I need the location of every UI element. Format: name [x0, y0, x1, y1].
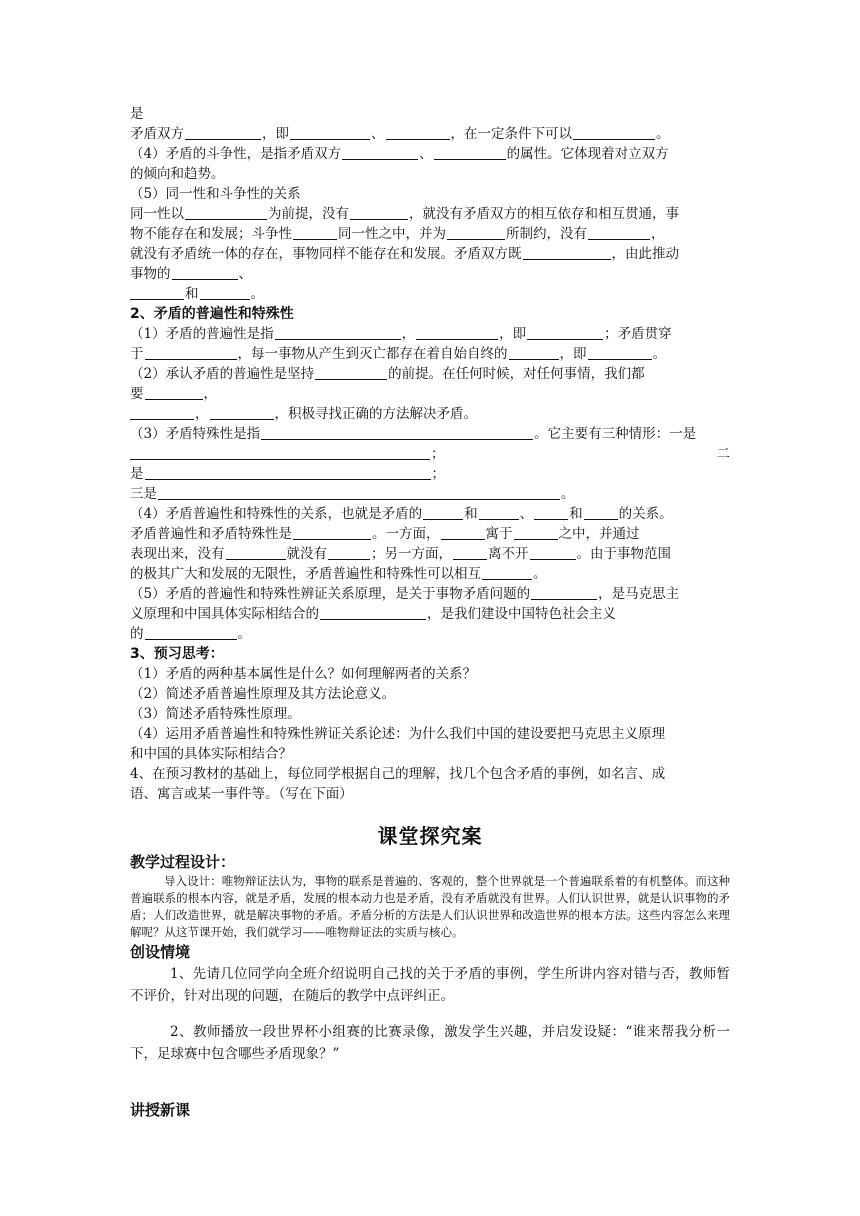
text-line: （5）矛盾的普遍性和特殊性辨证关系原理，是关于事物矛盾问题的 ，是马克思主	[130, 586, 680, 602]
blank[interactable]	[290, 125, 370, 140]
blank[interactable]	[441, 525, 485, 540]
text-line: ， ，积极寻找正确的方法解决矛盾。	[130, 404, 730, 424]
blank[interactable]	[145, 625, 237, 640]
blank[interactable]	[434, 145, 506, 160]
blank[interactable]	[534, 505, 568, 520]
text-line: （1）矛盾的普遍性是指 ， ，即 ；矛盾贯穿	[130, 326, 672, 342]
blank[interactable]	[588, 345, 652, 360]
blank[interactable]	[416, 325, 498, 340]
text-line: （5）同一性和斗争性的关系	[130, 186, 301, 202]
blank[interactable]	[447, 225, 505, 240]
teach-heading: 讲授新课	[130, 1101, 191, 1119]
text-line: ； 二	[130, 444, 730, 464]
blank[interactable]	[482, 565, 532, 580]
blank[interactable]	[145, 385, 203, 400]
scene-paragraph-2: 2、教师播放一段世界杯小组赛的比赛录像，激发学生兴趣，并启发设疑：“谁来帮我分析一下，足球赛中包含哪些矛盾现象？”	[130, 1024, 730, 1062]
blank[interactable]	[423, 505, 463, 520]
section-heading: 3、预习思考：	[130, 646, 224, 662]
text-line: （2）承认矛盾的普遍性是坚持 的前提。在任何时候，对任何事情，我们都	[130, 366, 645, 382]
document-page	[130, 104, 730, 1121]
question-item: 4、在预习教材的基础上，每位同学根据自己的理解，找几个包含矛盾的事例，如名言、成	[130, 766, 666, 782]
text-line: 于 ，每一事物从产生到灭亡都存在着自始自终的 ，即 。	[130, 346, 666, 362]
blank[interactable]	[293, 525, 371, 540]
blank[interactable]	[130, 405, 194, 420]
blank[interactable]	[523, 245, 611, 260]
blank[interactable]	[172, 265, 238, 280]
text-line: 三是 。	[130, 486, 575, 502]
question-item: 语、寓言或某一事件等。（写在下面）	[130, 786, 353, 802]
blank[interactable]	[130, 285, 184, 300]
text-line: 的 。	[130, 626, 251, 642]
blank[interactable]	[261, 425, 533, 440]
blank[interactable]	[145, 345, 237, 360]
blank[interactable]	[226, 545, 286, 560]
blank[interactable]	[315, 365, 387, 380]
blank[interactable]	[293, 225, 337, 240]
section-heading: 2、矛盾的普遍性和特殊性	[130, 306, 294, 322]
question-item: （1）矛盾的两种基本属性是什么？如何理解两者的关系？	[130, 666, 477, 682]
blank[interactable]	[479, 505, 519, 520]
text-line: 同一性以 为前提，没有 ，就没有矛盾双方的相互依存和相互贯通，事	[130, 206, 679, 222]
design-heading: 教学过程设计：	[130, 853, 236, 871]
blank[interactable]	[185, 125, 261, 140]
blank[interactable]	[350, 205, 408, 220]
blank[interactable]	[386, 125, 450, 140]
text-line: 物不能存在和发展；斗争性 同一性之中，并为 所制约，没有 ，	[130, 226, 665, 242]
blank[interactable]	[531, 585, 597, 600]
blank[interactable]	[453, 545, 487, 560]
text-line: 表现出来，没有 就没有 ；另一方面， 离不开 。由于事物范围	[130, 546, 671, 562]
text-line: 的倾向和趋势。	[130, 166, 225, 182]
blank[interactable]	[588, 225, 650, 240]
text-line: 是 ；	[130, 466, 445, 482]
blank[interactable]	[275, 325, 401, 340]
text-line: （3）矛盾特殊性是指 。它主要有三种情形：一是	[130, 426, 697, 442]
blank[interactable]	[573, 125, 655, 140]
text-line: 事物的 、	[130, 266, 252, 282]
scene-paragraph-1: 1、先请几位同学向全班介绍说明自己找的关于矛盾的事例，学生所讲内容对错与否，教师暂不评价，针对出现的问题，在随后的教学中点评纠正。	[130, 966, 730, 1004]
blank[interactable]	[584, 505, 618, 520]
blank[interactable]	[509, 345, 559, 360]
question-item: （4）运用矛盾普遍性和特殊性辨证关系论述：为什么我们中国的建设要把马克思主义原理	[130, 726, 666, 742]
text-line: 要 ，	[130, 386, 217, 402]
blank[interactable]	[342, 145, 418, 160]
blank[interactable]	[210, 405, 274, 420]
text-line: 义原理和中国具体实际相结合的 ，是我们建设中国特色社会主义	[130, 606, 616, 622]
blank[interactable]	[145, 465, 431, 480]
scene-heading: 创设情境	[130, 943, 191, 961]
text-line: 的极其广大和发展的无限性，矛盾普遍性和特殊性可以相互 。	[130, 566, 547, 582]
text-line: 就没有矛盾统一体的存在，事物同样不能存在和发展。矛盾双方既 ，由此推动	[130, 246, 679, 262]
page-title: 课堂探究案	[377, 824, 483, 848]
question-item: （2）简述矛盾普遍性原理及其方法论意义。	[130, 686, 396, 702]
blank[interactable]	[320, 605, 426, 620]
text-line: 是	[130, 106, 144, 122]
question-item: （3）简述矛盾特殊性原理。	[130, 706, 301, 722]
blank[interactable]	[514, 525, 558, 540]
blank[interactable]	[130, 445, 430, 460]
text-line: 和 。	[130, 284, 730, 304]
blank[interactable]	[530, 545, 576, 560]
blank[interactable]	[200, 285, 250, 300]
question-item: 和中国的具体实际相结合？	[130, 746, 292, 762]
intro-paragraph: 导入设计：唯物辩证法认为，事物的联系是普遍的、客观的，整个世界就是一个普遍联系着的有机整体。而这种普遍联系的根本内容，就是矛盾，发展的根本动力也是矛盾，没有矛盾就没有世界。人们认识世界，就是认识事物的矛盾；人们改造世界，就是解决事物的矛盾。矛盾分析的方法是人们认识世界和改造世界的根本方法。这些内容怎么来理解呢？从这节课开始，我们就学习——唯物辩证法的实质与核心。	[130, 874, 730, 939]
blank[interactable]	[328, 545, 370, 560]
blank[interactable]	[185, 205, 267, 220]
blank[interactable]	[158, 485, 560, 500]
text-line: （4）矛盾的斗争性，是指矛盾双方 、 的属性。它体现着对立双方	[130, 146, 669, 162]
text-line: 矛盾普遍性和矛盾特殊性是 。一方面， 寓于 之中，并通过	[130, 526, 640, 542]
blank[interactable]	[527, 325, 603, 340]
text-line: 矛盾双方 ，即 、 ，在一定条件下可以 。	[130, 126, 670, 142]
text-line: （4）矛盾普遍性和特殊性的关系，也就是矛盾的 和 、 和 的关系。	[130, 506, 673, 522]
